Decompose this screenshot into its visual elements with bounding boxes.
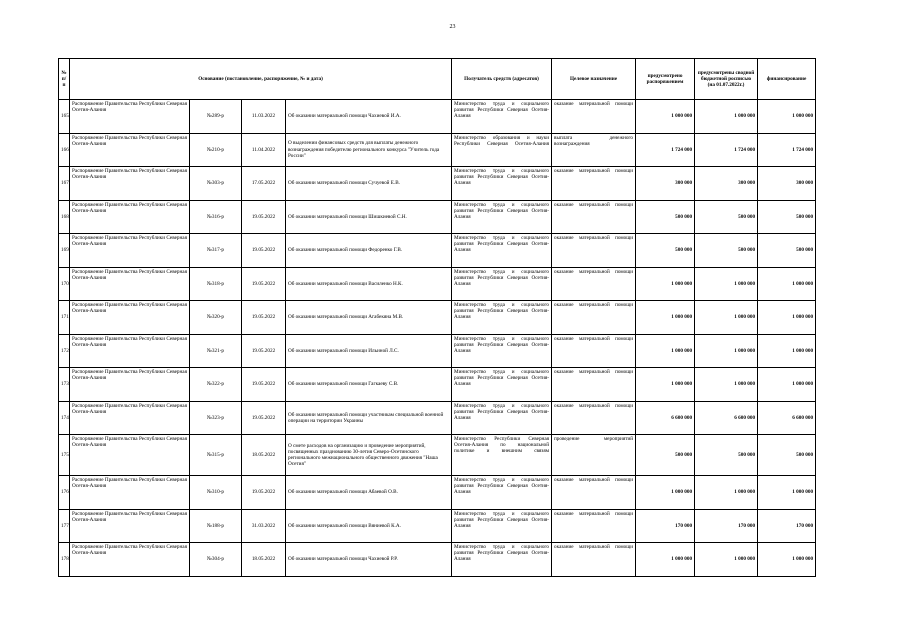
purpose-cell: оказание материальной помощи [552,301,636,335]
purpose-cell: оказание материальной помощи [552,401,636,435]
recipient-cell: Министерство труда и социального развития Республики Северная Осетия-Алания [452,509,552,543]
description-cell: Об оказании материальной помощи Ильиной Л.С. [286,334,452,368]
amount-allocated: 170 000 [636,509,695,543]
document-date: 19.05.2022 [242,401,286,435]
basis-cell: Распоряжение Правительства Республики Северная Осетия-Алания [70,267,190,301]
row-number: 176 [59,476,70,510]
document-date: 18.05.2022 [242,435,286,476]
amount-financed: 300 000 [758,167,816,201]
table-row [59,234,816,268]
amount-financed: 1 000 000 [758,334,816,368]
recipient-cell: Министерство образования и науки Республики Северная Осетия-Алания [452,133,552,167]
table-row [59,476,816,510]
table-row [59,368,816,402]
amount-financed: 1 000 000 [758,267,816,301]
row-number: 167 [59,167,70,201]
amount-reserve: 300 000 [695,167,758,201]
amount-allocated: 500 000 [636,200,695,234]
amount-reserve: 500 000 [695,200,758,234]
header-num: № п/п [59,59,70,100]
amount-allocated: 500 000 [636,435,695,476]
recipient-cell: Министерство труда и социального развития Республики Северная Осетия-Алания [452,368,552,402]
row-number: 178 [59,543,70,577]
basis-cell: Распоряжение Правительства Республики Северная Осетия-Алания [70,133,190,167]
document-date: 19.05.2022 [242,267,286,301]
amount-financed: 1 000 000 [758,543,816,577]
table-row [59,100,816,134]
table-header-row [59,59,816,100]
table-row [59,334,816,368]
purpose-cell: оказание материальной помощи [552,100,636,134]
purpose-cell: оказание материальной помощи [552,234,636,268]
header-basis: Основание (постановление, распоряжение, № и дата) [70,59,452,100]
document-number: №310-р [190,476,242,510]
recipient-cell: Министерство Республики Северная Осетия-Алания по национальной политике и внешним связям [452,435,552,476]
row-number: 168 [59,200,70,234]
purpose-cell: проведение мероприятий [552,435,636,476]
description-cell: Об оказании материальной помощи участникам специальной военной операции на территории Украины [286,401,452,435]
row-number: 171 [59,301,70,335]
description-cell: Об оказании материальной помощи Федоренко Г.В. [286,234,452,268]
amount-financed: 500 000 [758,435,816,476]
description-cell: Об оказании материальной помощи Василенко Н.К. [286,267,452,301]
amount-financed: 1 724 000 [758,133,816,167]
amount-allocated: 1 000 000 [636,476,695,510]
table-row [59,133,816,167]
amount-allocated: 6 600 000 [636,401,695,435]
amount-reserve: 1 000 000 [695,267,758,301]
document-date: 17.05.2022 [242,167,286,201]
amount-allocated: 1 000 000 [636,100,695,134]
basis-cell: Распоряжение Правительства Республики Северная Осетия-Алания [70,543,190,577]
recipient-cell: Министерство труда и социального развития Республики Северная Осетия-Алания [452,334,552,368]
basis-cell: Распоряжение Правительства Республики Северная Осетия-Алания [70,167,190,201]
recipient-cell: Министерство труда и социального развития Республики Северная Осетия-Алания [452,234,552,268]
basis-cell: Распоряжение Правительства Республики Северная Осетия-Алания [70,234,190,268]
table-row [59,435,816,476]
amount-financed: 170 000 [758,509,816,543]
description-cell: Об оказании материальной помощи Абаевой О.В. [286,476,452,510]
description-cell: Об оказании материальной помощи Гагкаеву С.В. [286,368,452,402]
description-cell: О смете расходов на организацию и проведение мероприятий, посвященных празднованию 30-летия Северо-Осетинского регионального межнационального общественного движения "Наша Осетия" [286,435,452,476]
amount-reserve: 1 000 000 [695,301,758,335]
recipient-cell: Министерство труда и социального развития Республики Северная Осетия-Алания [452,401,552,435]
recipient-cell: Министерство труда и социального развития Республики Северная Осетия-Алания [452,476,552,510]
row-number: 169 [59,234,70,268]
document-number: №188-р [190,509,242,543]
document-date: 11.03.2022 [242,100,286,134]
amount-allocated: 1 000 000 [636,301,695,335]
description-cell: Об оказании материальной помощи Сучуевой Е.В. [286,167,452,201]
amount-financed: 1 000 000 [758,476,816,510]
basis-cell: Распоряжение Правительства Республики Северная Осетия-Алания [70,509,190,543]
purpose-cell: оказание материальной помощи [552,334,636,368]
document-number: №320-р [190,301,242,335]
amount-reserve: 6 600 000 [695,401,758,435]
description-cell: Об оказании материальной помощи Шишкиевой С.Н. [286,200,452,234]
basis-cell: Распоряжение Правительства Республики Северная Осетия-Алания [70,435,190,476]
document-date: 31.03.2022 [242,509,286,543]
header-recipient: Получатель средств (адресатов) [452,59,552,100]
purpose-cell: оказание материальной помощи [552,167,636,201]
amount-reserve: 1 000 000 [695,543,758,577]
recipient-cell: Министерство труда и социального развития Республики Северная Осетия-Алания [452,543,552,577]
purpose-cell: оказание материальной помощи [552,368,636,402]
document-date: 11.04.2022 [242,133,286,167]
purpose-cell: оказание материальной помощи [552,509,636,543]
description-cell: Об оказании материальной помощи Агабекяна М.В. [286,301,452,335]
amount-reserve: 1 000 000 [695,476,758,510]
purpose-cell: выплата денежного вознаграждения [552,133,636,167]
amount-financed: 500 000 [758,200,816,234]
document-number: №303-р [190,167,242,201]
basis-cell: Распоряжение Правительства Республики Северная Осетия-Алания [70,200,190,234]
document-number: №289-р [190,100,242,134]
document-date: 18.05.2022 [242,543,286,577]
amount-reserve: 500 000 [695,435,758,476]
document-number: №210-р [190,133,242,167]
amount-allocated: 1 724 000 [636,133,695,167]
amount-financed: 1 000 000 [758,368,816,402]
row-number: 173 [59,368,70,402]
basis-cell: Распоряжение Правительства Республики Северная Осетия-Алания [70,334,190,368]
document-date: 19.05.2022 [242,301,286,335]
description-cell: Об оказании материальной помощи Вяниевой К.А. [286,509,452,543]
description-cell: Об оказании материальной помощи Чахиевой И.А. [286,100,452,134]
amount-allocated: 1 000 000 [636,543,695,577]
document-number: №322-р [190,368,242,402]
purpose-cell: оказание материальной помощи [552,476,636,510]
purpose-cell: оказание материальной помощи [552,543,636,577]
table-row [59,301,816,335]
row-number: 174 [59,401,70,435]
table-row [59,267,816,301]
amount-allocated: 1 000 000 [636,368,695,402]
recipient-cell: Министерство труда и социального развития Республики Северная Осетия-Алания [452,200,552,234]
row-number: 172 [59,334,70,368]
table-row [59,509,816,543]
header-reserve: предусмотрены сводной бюджетной росписью (на 01.07.2022г.) [695,59,758,100]
document-number: №323-р [190,401,242,435]
basis-cell: Распоряжение Правительства Республики Северная Осетия-Алания [70,476,190,510]
amount-allocated: 500 000 [636,234,695,268]
document-number: №304-р [190,543,242,577]
basis-cell: Распоряжение Правительства Республики Северная Осетия-Алания [70,100,190,134]
header-allocated: предусмотрено распоряжением [636,59,695,100]
purpose-cell: оказание материальной помощи [552,267,636,301]
document-date: 19.05.2022 [242,234,286,268]
recipient-cell: Министерство труда и социального развития Республики Северная Осетия-Алания [452,167,552,201]
recipient-cell: Министерство труда и социального развития Республики Северная Осетия-Алания [452,100,552,134]
amount-reserve: 1 724 000 [695,133,758,167]
amount-financed: 1 000 000 [758,301,816,335]
recipient-cell: Министерство труда и социального развития Республики Северная Осетия-Алания [452,267,552,301]
amount-reserve: 170 000 [695,509,758,543]
row-number: 166 [59,133,70,167]
amount-financed: 500 000 [758,234,816,268]
amount-reserve: 1 000 000 [695,334,758,368]
page-number: 23 [449,24,456,30]
basis-cell: Распоряжение Правительства Республики Северная Осетия-Алания [70,301,190,335]
purpose-cell: оказание материальной помощи [552,200,636,234]
amount-allocated: 300 000 [636,167,695,201]
table-row [59,200,816,234]
document-number: №316-р [190,200,242,234]
row-number: 177 [59,509,70,543]
recipient-cell: Министерство труда и социального развития Республики Северная Осетия-Алания [452,301,552,335]
description-cell: Об оказании материальной помощи Чахиевой Р.Р. [286,543,452,577]
basis-cell: Распоряжение Правительства Республики Северная Осетия-Алания [70,368,190,402]
row-number: 165 [59,100,70,134]
document-number: №318-р [190,267,242,301]
basis-cell: Распоряжение Правительства Республики Северная Осетия-Алания [70,401,190,435]
row-number: 175 [59,435,70,476]
header-purpose: Целевое назначение [552,59,636,100]
amount-reserve: 1 000 000 [695,100,758,134]
document-number: №317-р [190,234,242,268]
document-date: 19.05.2022 [242,334,286,368]
table-row [59,167,816,201]
description-cell: О выделении финансовых средств для выплаты денежного вознаграждения победителю регионального конкурса "Учитель года России" [286,133,452,167]
amount-allocated: 1 000 000 [636,267,695,301]
document-number: №321-р [190,334,242,368]
amount-reserve: 1 000 000 [695,368,758,402]
amount-financed: 6 600 000 [758,401,816,435]
document-number: №315-р [190,435,242,476]
document-date: 19.05.2022 [242,476,286,510]
document-date: 19.05.2022 [242,200,286,234]
header-financed: финансирование [758,59,816,100]
table-row [59,543,816,577]
row-number: 170 [59,267,70,301]
document-date: 19.05.2022 [242,368,286,402]
amount-allocated: 1 000 000 [636,334,695,368]
amount-financed: 1 000 000 [758,100,816,134]
amount-reserve: 500 000 [695,234,758,268]
table-row [59,401,816,435]
register-table [58,58,816,577]
